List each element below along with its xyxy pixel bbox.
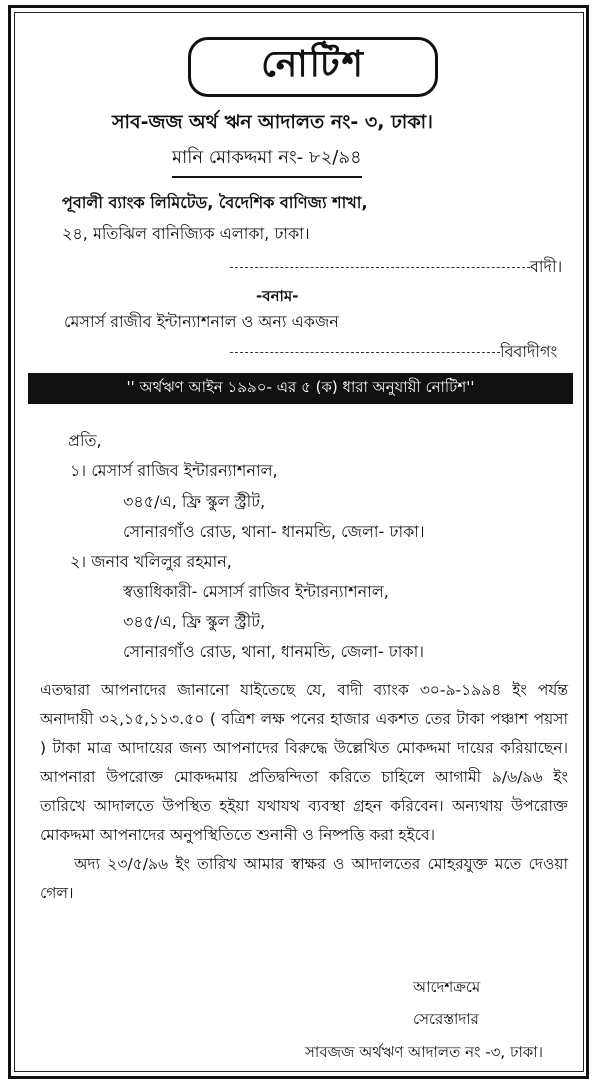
dashed-line: [230, 352, 500, 353]
plaintiff-role: বাদী।: [530, 257, 563, 276]
notice-body: [40, 676, 568, 908]
dashed-line: [230, 267, 530, 268]
signature-line-2: সেরেস্তাদার: [413, 1010, 479, 1028]
recipient-2-line-1: ২। জনাব খলিলুর রহমান,: [70, 552, 232, 571]
defendant-role-row: [230, 339, 557, 366]
notice-banner-text: '' অর্থঋণ আইন ১৯৯০- এর ৫ (ক) ধারা অনুযায়ী নোটিশ'': [126, 378, 475, 396]
recipient-2-line-4: সোনারগাঁও রোড, থানা, ধানমন্ডি, জেলা- ঢাকা।: [123, 642, 424, 661]
court-name: সাব-জজ অর্থ ঋন আদালত নং- ৩, ঢাকা।: [112, 111, 433, 133]
recipient-2-line-2: স্বত্তাধিকারী- মেসার্স রাজিব ইন্টারন্যাশনাল,: [123, 582, 389, 601]
signature-line-3: সাবজজ অর্থঋণ আদালত নং -৩, ঢাকা।: [305, 1043, 544, 1061]
case-number: মানি মোকদ্দমা নং- ৮২/৯৪: [172, 143, 362, 178]
defendant-role: বিবাদীগং: [500, 342, 558, 361]
notice-title: নোটিশ: [188, 37, 438, 97]
body-paragraph-2: অদ্য ২৩/৫/৯৬ ইং তারিখ আমার স্বাক্ষর ও আদালতের মোহরযুক্ত মতে দেওয়া গেল।: [40, 855, 568, 902]
versus-label: -বনাম-: [256, 287, 299, 305]
recipient-1-line-2: ৩৪৫/এ, ফ্রি স্কুল স্ট্রীট,: [123, 492, 266, 511]
signature-line-1: আদেশক্রমে: [413, 978, 481, 996]
recipient-2-line-3: ৩৪৫/এ, ফ্রি স্কুল স্ট্রীট,: [123, 612, 266, 631]
recipients-to: প্রতি,: [68, 431, 102, 450]
plaintiff-line-1: পূবালী ব্যাংক লিমিটেড, বৈদেশিক বাণিজ্য শাখা,: [62, 193, 368, 212]
recipient-1-line-3: সোনারগাঁও রোড, থানা- ধানমন্ডি, জেলা- ঢাকা।: [123, 522, 425, 541]
defendant-line-1: মেসার্স রাজীব ইন্টান্যাশনাল ও অন্য একজন: [64, 312, 339, 331]
plaintiff-role-row: [230, 254, 562, 281]
recipient-1-line-1: ১। মেসার্স রাজিব ইন্টারন্যাশনাল,: [70, 461, 278, 480]
body-paragraph-1: এতদ্বারা আপনাদের জানানো যাইতেছে যে, বাদী ব্যাংক ৩০-৯-১৯৯৪ ইং পর্যন্ত অনাদায়ী ৩২,১৫,১১৩.৫০ ( বত্রিশ লক্ষ পনের হাজার একশত তের টাকা পঞ্চাশ পয়সা ) টাকা মাত্র আদায়ের জন্য আপনাদের বিরুদ্ধে উল্লেখিত মোকদ্দমা দায়ের করিয়াছেন। আপনারা উপরোক্ত মোকদ্দমায় প্রতিদ্বন্দিতা করিতে চাহিলে আগামী ৯/৬/৯৬ ইং তারিখে আদালতে উপস্থিত হইয়া যথাযথ ব্যবস্থা গ্রহন করিবেন। অন্যথায় উপরোক্ত মোকদ্দমা আপনাদের অনুপস্থিতিতে শুনানী ও নিষ্পত্তি করা হইবে।: [40, 681, 568, 844]
notice-banner: [28, 373, 573, 404]
plaintiff-line-2: ২৪, মতিঝিল বানিজ্যিক এলাকা, ঢাকা।: [62, 224, 310, 243]
